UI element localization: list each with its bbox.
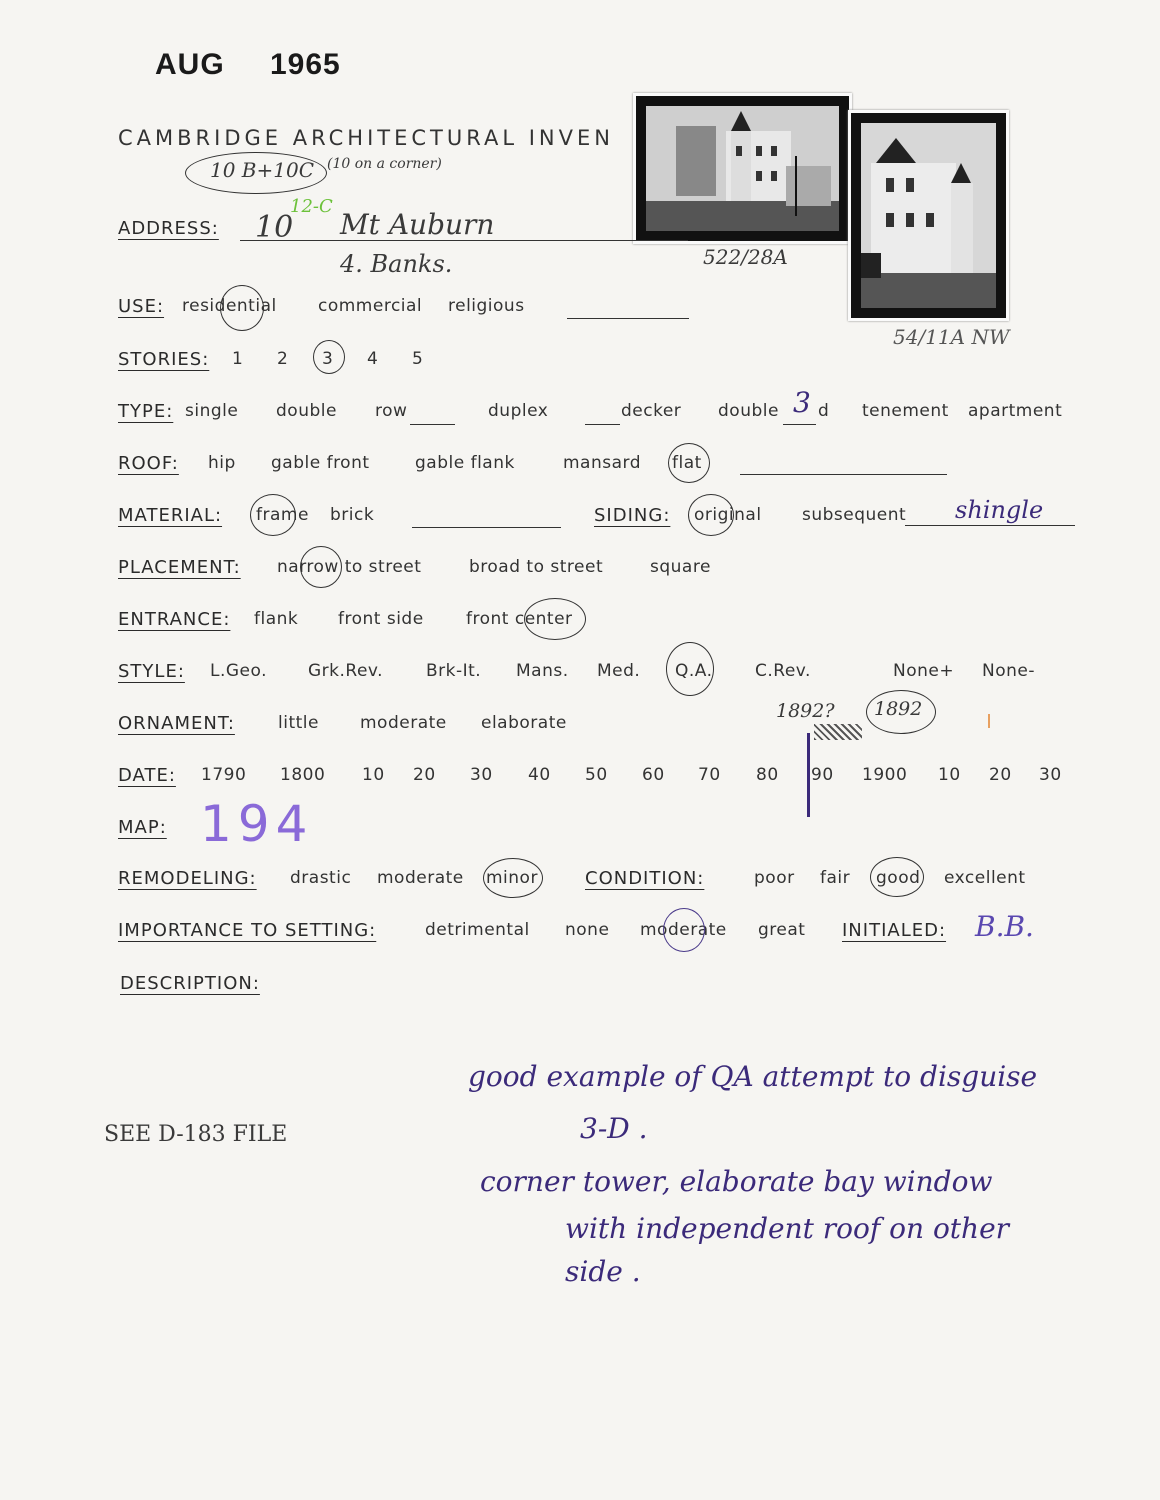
importance-option-detrimental[interactable]: detrimental [425,920,530,940]
date-option-1810[interactable]: 10 [362,765,385,785]
roof-option-flat[interactable]: flat [672,453,702,473]
remodeling-option-minor[interactable]: minor [486,868,538,888]
ornament-label: ORNAMENT: [118,713,235,734]
address-label: ADDRESS: [118,218,219,239]
stories-option-1[interactable]: 1 [232,349,244,369]
type-option-apartment[interactable]: apartment [968,401,1063,421]
description-line-3: corner tower, elaborate bay window [480,1165,993,1198]
description-line-1: good example of QA attempt to disguise [468,1060,1038,1093]
type-label: TYPE: [118,401,174,422]
ornament-option-elaborate[interactable]: elaborate [481,713,567,733]
date-option-1820[interactable]: 20 [413,765,436,785]
placement-option-square[interactable]: square [650,557,711,577]
see-file-note: SEE D-183 FILE [104,1122,288,1147]
roof-option-gable-front[interactable]: gable front [271,453,370,473]
file-note: (10 on a corner) [327,156,442,172]
material-selection-circle [250,494,296,536]
date-option-1790[interactable]: 1790 [201,765,247,785]
entrance-option-flank[interactable]: flank [254,609,299,629]
importance-selection-circle [663,908,705,952]
material-option-brick[interactable]: brick [330,505,375,525]
style-option-none-minus[interactable]: None- [982,661,1035,681]
date-option-1830[interactable]: 30 [470,765,493,785]
type-option-row[interactable]: row [375,401,408,421]
importance-option-none[interactable]: none [565,920,610,940]
siding-selection-circle [688,494,734,536]
style-option-grkrev[interactable]: Grk.Rev. [308,661,384,681]
date-option-1900[interactable]: 1900 [862,765,908,785]
style-label: STYLE: [118,661,185,682]
importance-option-great[interactable]: great [758,920,806,940]
ornament-option-moderate[interactable]: moderate [360,713,447,733]
building-photo-corner [633,93,852,244]
date-note-circled: 1892 [874,698,923,720]
date-option-1890[interactable]: 90 [811,765,834,785]
condition-option-excellent[interactable]: excellent [944,868,1026,888]
type-double-blank [783,424,816,425]
siding-handwritten: shingle [955,496,1044,524]
building-photo-facade [848,110,1009,321]
material-option-frame[interactable]: frame [256,505,309,525]
type-row-blank [410,424,455,425]
stories-option-4[interactable]: 4 [367,349,379,369]
roof-option-mansard[interactable]: mansard [563,453,642,473]
date-note-question: 1892? [776,700,835,722]
type-decker-blank [585,424,620,425]
style-option-crev[interactable]: C.Rev. [755,661,811,681]
type-option-d-suffix: d [818,401,830,421]
entrance-selection-circle [524,598,586,640]
stories-option-2[interactable]: 2 [277,349,289,369]
date-option-1850[interactable]: 50 [585,765,608,785]
building-photo-facade-image [861,123,996,308]
condition-selection-circle [870,857,924,897]
stories-label: STORIES: [118,349,210,370]
form-title: CAMBRIDGE ARCHITECTURAL INVEN [118,126,614,150]
use-option-residential[interactable]: residential [182,296,277,316]
photo2-number: 54/11A NW [893,325,1010,349]
type-option-single[interactable]: single [185,401,239,421]
placement-option-narrow[interactable]: narrow to street [277,557,422,577]
description-label: DESCRIPTION: [120,973,260,994]
initialed-label: INITIALED: [842,920,947,941]
roof-label: ROOF: [118,453,179,474]
entrance-label: ENTRANCE: [118,609,231,630]
map-number: 194 [200,795,314,853]
date-option-1840[interactable]: 40 [528,765,551,785]
date-option-1930[interactable]: 30 [1039,765,1062,785]
type-option-double[interactable]: double [276,401,337,421]
stories-option-5[interactable]: 5 [412,349,424,369]
type-option-tenement[interactable]: tenement [862,401,949,421]
importance-option-moderate[interactable]: moderate [640,920,727,940]
date-option-1910[interactable]: 10 [938,765,961,785]
remodeling-label: REMODELING: [118,868,257,889]
date-option-1880[interactable]: 80 [756,765,779,785]
description-line-5: side . [565,1255,641,1288]
importance-label: IMPORTANCE TO SETTING: [118,920,377,941]
roof-option-gable-flank[interactable]: gable flank [415,453,515,473]
placement-label: PLACEMENT: [118,557,241,578]
style-option-brkit[interactable]: Brk-It. [426,661,482,681]
use-label: USE: [118,296,165,317]
date-label: DATE: [118,765,176,786]
stories-option-3[interactable]: 3 [322,349,334,369]
map-label: MAP: [118,817,167,838]
remodeling-selection-circle [483,858,543,898]
address-street: Mt Auburn [340,208,495,241]
description-line-4: with independent roof on other [565,1212,1010,1245]
use-option-religious[interactable]: religious [448,296,525,316]
style-option-mans[interactable]: Mans. [516,661,569,681]
siding-other-blank [905,525,1075,526]
roof-option-hip[interactable]: hip [208,453,236,473]
type-option-double-d[interactable]: double [718,401,779,421]
entrance-option-front-side[interactable]: front side [338,609,424,629]
date-option-1860[interactable]: 60 [642,765,665,785]
remodeling-option-drastic[interactable]: drastic [290,868,352,888]
type-handwritten-number: 3 [793,386,811,419]
stamp-year: 1965 [270,48,341,81]
address-number: 10 [255,210,294,245]
remodeling-option-moderate[interactable]: moderate [377,868,464,888]
type-option-decker[interactable]: decker [621,401,682,421]
scribbled-out-date [814,724,862,740]
date-option-1800[interactable]: 1800 [280,765,326,785]
material-other-blank [412,527,561,528]
condition-option-fair[interactable]: fair [820,868,851,888]
entrance-option-front-center[interactable]: front center [466,609,573,629]
file-number: 10 B+10C [210,158,315,182]
condition-option-good[interactable]: good [876,868,921,888]
placement-selection-circle [300,546,342,588]
use-selection-circle [220,285,264,331]
date-option-1870[interactable]: 70 [698,765,721,785]
initialed-handwritten: B.B. [975,910,1034,943]
style-option-qa[interactable]: Q.A. [675,661,713,681]
ornament-option-little[interactable]: little [278,713,319,733]
style-option-none-plus[interactable]: None+ [893,661,955,681]
date-option-1920[interactable]: 20 [989,765,1012,785]
placement-option-broad[interactable]: broad to street [469,557,604,577]
siding-option-original[interactable]: original [694,505,762,525]
style-selection-circle [666,642,714,696]
orange-mark [988,714,990,728]
condition-option-poor[interactable]: poor [754,868,795,888]
stamp-month: AUG [155,48,225,81]
style-option-lgeo[interactable]: L.Geo. [210,661,268,681]
siding-option-subsequent[interactable]: subsequent [802,505,907,525]
roof-selection-circle [668,443,710,483]
style-option-med[interactable]: Med. [597,661,641,681]
address-number-correction: 12-C [290,196,333,217]
stories-selection-circle [313,340,345,374]
use-other-blank [567,318,689,319]
material-label: MATERIAL: [118,505,223,526]
roof-other-blank [740,474,947,475]
date-marker-line [807,733,810,817]
description-line-2: 3-D . [580,1112,648,1145]
siding-label: SIDING: [594,505,671,526]
building-photo-corner-image [646,106,839,231]
condition-label: CONDITION: [585,868,705,889]
use-option-commercial[interactable]: commercial [318,296,423,316]
photo1-number: 522/28A [703,245,788,269]
type-option-duplex[interactable]: duplex [488,401,549,421]
address-second-line: 4. Banks. [340,250,453,278]
